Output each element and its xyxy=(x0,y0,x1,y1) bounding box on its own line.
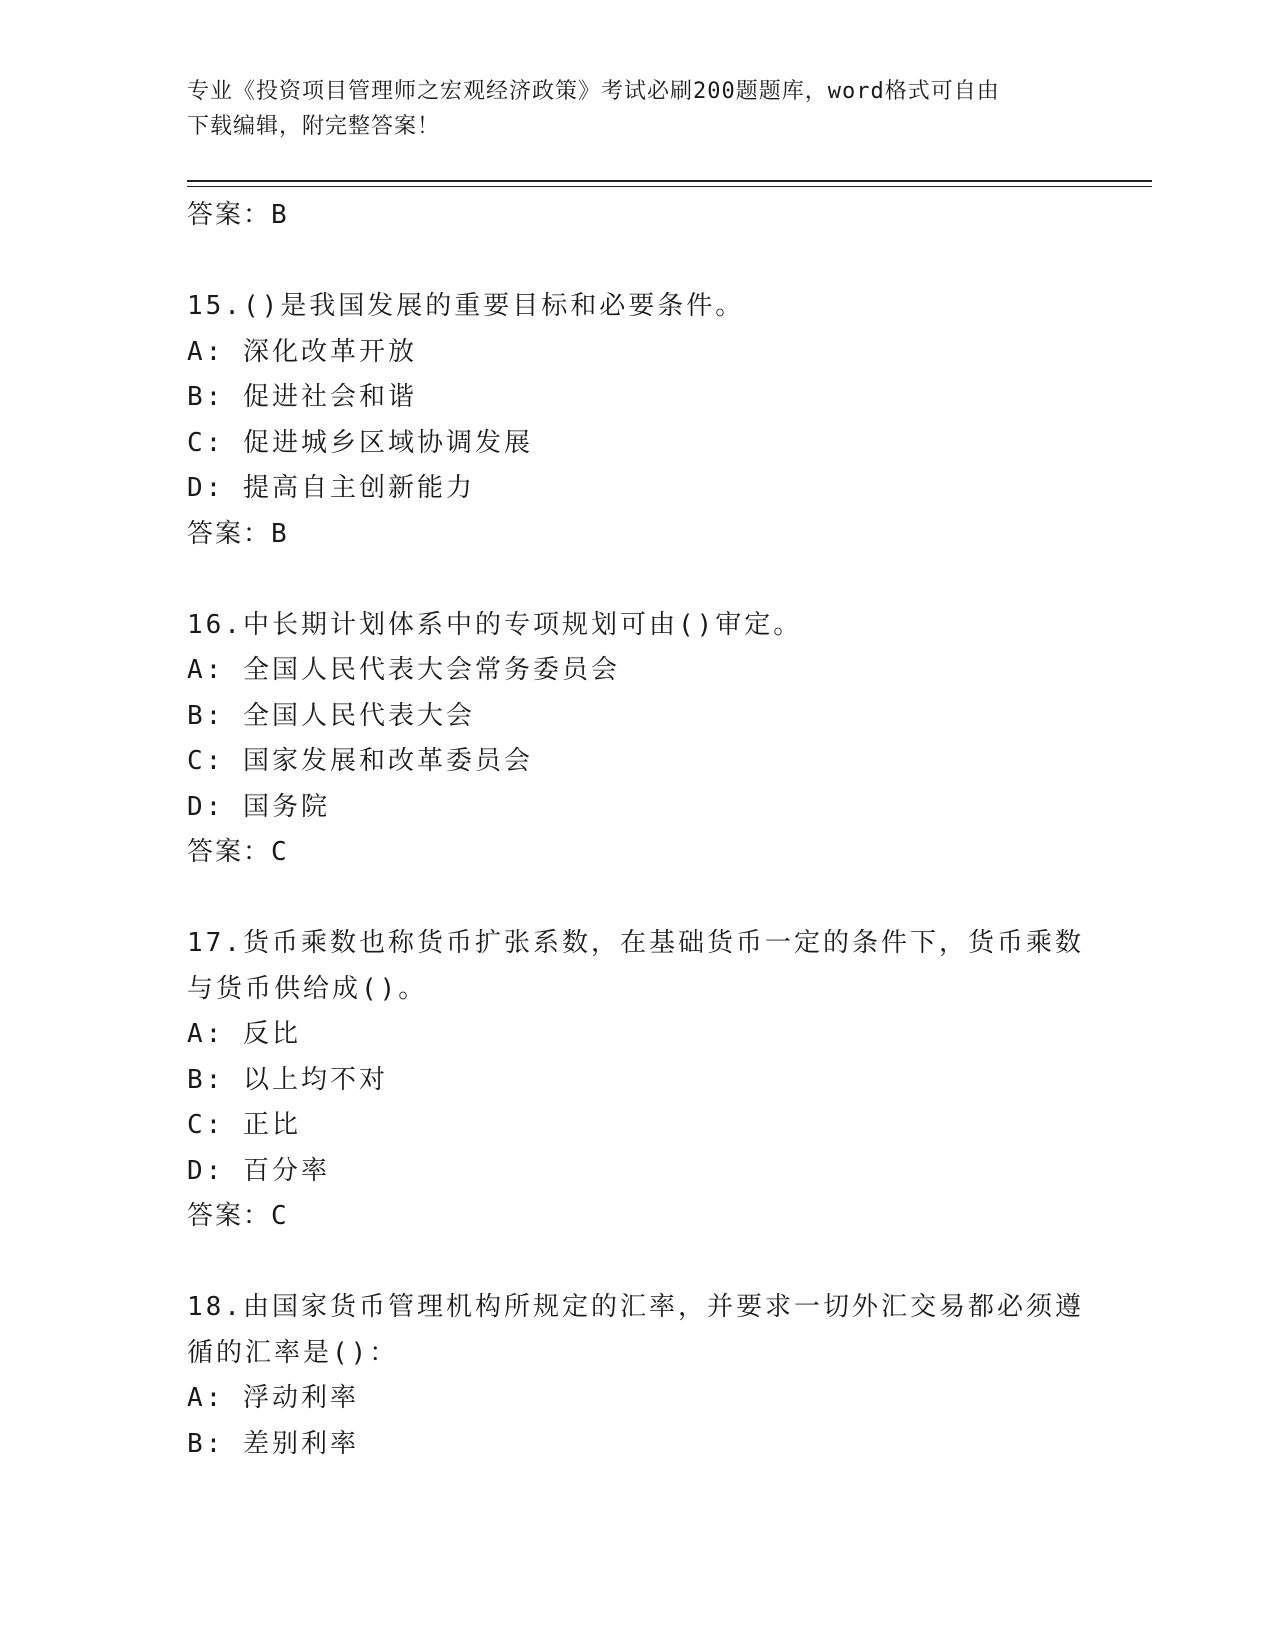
question-list xyxy=(187,193,1087,1467)
option-d: D: 提高自主创新能力 xyxy=(187,473,475,503)
option-a: A: 浮动利率 xyxy=(187,1383,359,1413)
option-b: B: 促进社会和谐 xyxy=(187,382,417,412)
answer-line: 答案：B xyxy=(187,200,289,230)
header-line-2: 下载编辑，附完整答案！ xyxy=(187,114,441,139)
option-a: A: 反比 xyxy=(187,1019,301,1049)
option-a: A: 深化改革开放 xyxy=(187,336,417,367)
question-text-line-2: 循的汇率是()： xyxy=(187,1337,399,1368)
option-b: B: 以上均不对 xyxy=(187,1064,388,1095)
question-15 xyxy=(187,284,1087,557)
option-c: C: 促进城乡区域协调发展 xyxy=(187,427,533,458)
question-text-line-1: 17.货币乘数也称货币扩张系数，在基础货币一定的条件下，货币乘数 xyxy=(187,928,1084,958)
question-16 xyxy=(187,603,1087,876)
question-text: 16.中长期计划体系中的专项规划可由()审定。 xyxy=(187,609,803,640)
answer-line: 答案：C xyxy=(187,1201,289,1231)
header-divider-thick xyxy=(187,180,1152,182)
answer-line: 答案：C xyxy=(187,837,289,867)
question-text: 15.()是我国发展的重要目标和必要条件。 xyxy=(187,291,745,321)
header-divider-thin xyxy=(187,186,1152,187)
option-d: D: 国务院 xyxy=(187,791,330,822)
option-c: C: 正比 xyxy=(187,1110,301,1140)
option-b: B: 全国人民代表大会 xyxy=(187,700,475,731)
option-a: A: 全国人民代表大会常务委员会 xyxy=(187,655,620,685)
option-b: B: 差别利率 xyxy=(187,1428,359,1459)
header-line-1: 专业《投资项目管理师之宏观经济政策》考试必刷200题题库，word格式可自由 xyxy=(187,79,1000,104)
option-c: C: 国家发展和改革委员会 xyxy=(187,746,533,776)
question-text-line-1: 18.由国家货币管理机构所规定的汇率，并要求一切外汇交易都必须遵 xyxy=(187,1292,1084,1322)
option-d: D: 百分率 xyxy=(187,1155,330,1186)
question-18 xyxy=(187,1285,1087,1467)
document-header xyxy=(187,74,1087,144)
question-text-line-2: 与货币供给成()。 xyxy=(187,973,428,1004)
answer-line: 答案：B xyxy=(187,518,289,549)
question-17 xyxy=(187,921,1087,1240)
